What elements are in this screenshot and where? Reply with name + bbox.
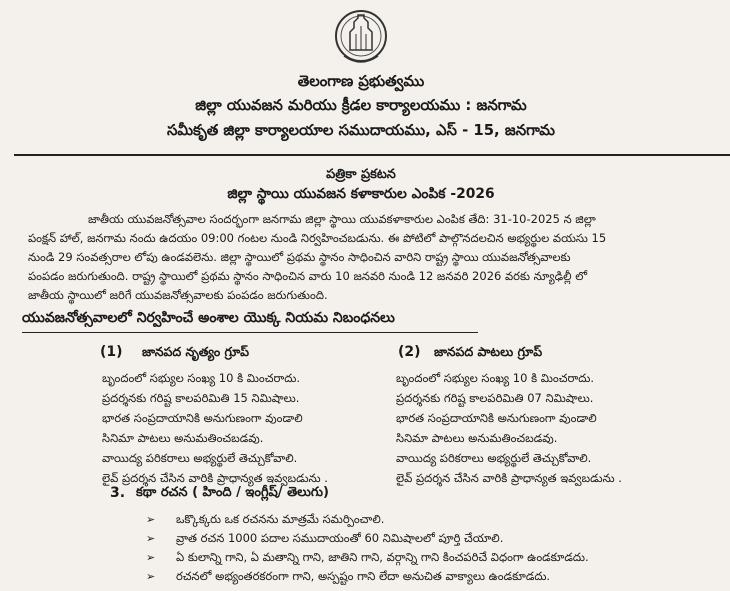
group1-item: బృందంలో సభ్యుల సంఖ్య 10 కి మించరాదు. <box>102 371 301 385</box>
arrow-bullet-icon: ➢ <box>146 532 156 545</box>
section3-item-text: వ్రాత రచన 1000 పదాల సముదాయంతో 60 నిమిషాలలో పూర్తి చేయాలి. <box>176 531 504 545</box>
notice-paragraph-line: జాతీయ యువజనోత్సవాల సందర్భంగా జనగామ జిల్లా స్థాయి యువకళాకారుల ఎంపిక తేది: 31-10-2025 న జిల్లా <box>88 212 596 226</box>
section3-item-text: రచనలో అభ్యంతరకరంగా గాని, అస్పష్టం గాని లేదా అనుచిత వాక్యాలు ఉండకూడదు. <box>176 569 551 583</box>
notice-paragraph-line: నుండి 29 సంవత్సరాల లోపు ఉండవలెను. జిల్లా స్థాయిలో ప్రథమ స్థానం సాధించిన వారిని రాష్ట్ర స్థాయి యువజనోత్సవాలకు <box>28 250 571 264</box>
notice-label: పత్రికా ప్రకటన <box>326 167 396 182</box>
group1-number: (1) <box>100 344 123 360</box>
group1-item: లైవ్ ప్రదర్శన చేసిన వారికి ప్రాధాన్యత ఇవ్వబడును . <box>102 471 328 485</box>
group1-title: జానపద నృత్యం గ్రూప్ <box>142 344 250 359</box>
telangana-emblem-icon <box>334 6 388 70</box>
section3-item <box>146 569 550 586</box>
group1-item: భారత సంప్రదాయానికి అనుగుణంగా వుండాలి <box>102 411 303 425</box>
group2-item: లైవ్ ప్రదర్శన చేసిన వారికి ప్రాధాన్యత ఇవ్వబడును . <box>396 471 622 485</box>
group2-number: (2) <box>398 344 421 360</box>
arrow-bullet-icon: ➢ <box>146 513 156 526</box>
section3-item <box>146 512 384 529</box>
arrow-bullet-icon: ➢ <box>146 551 156 564</box>
notice-paragraph-line: పంపడం జరుగుతుంది. రాష్ట్ర స్థాయిలో ప్రథమ స్థానం సాధించిన వారు 10 జనవరి నుండి 12 జనవరి 2026 వరకు న్యూఢిల్లీ లో <box>28 269 588 283</box>
section3-number: 3. <box>110 485 126 501</box>
group2-title: జానపద పాటలు గ్రూప్ <box>434 344 543 359</box>
section3-title: కథా రచన ( హింది / ఇంగ్లీష్/ తెలుగు) <box>136 485 329 500</box>
office-address: సమీకృత జిల్లా కార్యాలయాల సముదాయము, ఎస్ - 15, జనగామ <box>166 121 556 139</box>
group2-item: ప్రదర్శనకు గరిష్ట కాలపరిమితి 07 నిమిషాలు. <box>396 391 594 405</box>
section3-item <box>146 550 589 567</box>
group1-item: సినిమా పాటలు అనుమతించబడవు. <box>102 431 264 445</box>
group1-item: వాయిద్య పరికరాలు అభ్యర్థులే తెచ్చుకోవాలి. <box>102 451 298 465</box>
section3-item-text: ఏ కులాన్ని గాని, ఏ మతాన్ని గాని, జాతిని గాని, వర్గాన్ని గాని కించపరిచే విధంగా ఉండకూడదు. <box>176 550 589 564</box>
office-name: జిల్లా యువజన మరియు క్రీడల కార్యాలయము : జనగామ <box>195 96 527 114</box>
arrow-bullet-icon: ➢ <box>146 570 156 583</box>
rules-heading-underline <box>22 332 478 333</box>
group2-item: సినిమా పాటలు అనుమతించబడవు. <box>396 431 558 445</box>
govt-name: తెలంగాణ ప్రభుత్వము <box>297 72 425 90</box>
group2-item: బృందంలో సభ్యుల సంఖ్య 10 కి మించరాదు. <box>396 371 595 385</box>
section3-item <box>146 531 503 548</box>
notice-paragraph-line: జాతీయ స్థాయిలో జరిగే యువజనోత్సవాలకు పంపడం జరుగుతుంది. <box>28 288 328 302</box>
notice-title: జిల్లా స్థాయి యువజన కళాకారుల ఎంపిక -2026 <box>227 186 495 202</box>
section3-item-text: ఒక్కొక్కరు ఒక రచనను మాత్రమే సమర్పించాలి. <box>176 512 385 526</box>
rules-heading: యువజనోత్సవాలలో నిర్వహించే అంశాల యొక్క నియమ నిబంధనలు <box>22 310 395 326</box>
notice-paragraph-line: పంక్షన్ హాల్, జనగామ నందు ఉదయం 09:00 గంటల నుండి నిర్వహించబడును. ఈ పోటిలో పాల్గొనదలచిన అభ్యర్థుల వయసు 15 <box>28 231 607 245</box>
group1-item: ప్రదర్శనకు గరిష్ట కాలపరిమితి 15 నిమిషాలు. <box>102 391 300 405</box>
group2-item: భారత సంప్రదాయానికి అనుగుణంగా వుండాలి <box>396 411 597 425</box>
group2-item: వాయిద్య పరికరాలు అభ్యర్థులే తెచ్చుకోవాలి. <box>396 451 592 465</box>
header-divider <box>14 154 730 156</box>
